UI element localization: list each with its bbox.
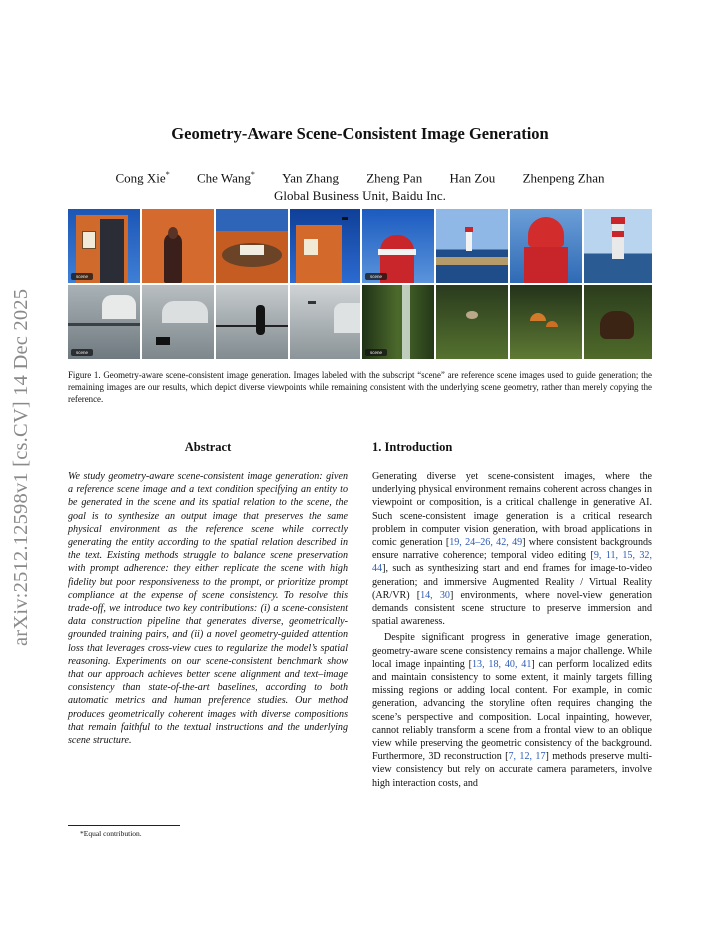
photo-lighthouse-coast [436,209,508,283]
abstract-body: We study geometry-aware scene-consistent image generation: given a reference scene image and a text condition specifying an entity to be generated in the scene and its spatial relation to the scene, the goal is to synthesize an output image that preserves the same physical environment as the reference scene while correctly generating the entity according to the spatial relation described in the text. Existing methods struggle to balance scene preservation with prompt adherence: they either replicate the scene with high fidelity but poor responsiveness to the prompt, or prioritize prompt compliance at the expense of scene consistency. To resolve this trade-off, we introduce two key contributions: (i) a scene-consistent data construction pipeline that generates diverse, geometrically-grounded training pairs, and (ii) a novel geometry-guided attention loss that leverages cross-view cues to regularize the model’s spatial reasoning. Experiments on our scene-consistent benchmark show that our approach achieves better scene alignment and text–image consistency than state-of-the-art baselines, according to both automatic metrics and human preference studies. Our method produces geometrically coherent images with diverse compositions that remain faithful to the textual instructions and the underlying scene structure. [68,471,348,747]
paper-title: Geometry-Aware Scene-Consistent Image Generation [171,124,549,143]
photo-pavilion-gull [290,285,360,359]
figure-1-image-grid [68,209,652,359]
intro-paragraph-2: Despite significant progress in generative image generation, geometry-aware scene consistency remains a major challenge. While local image inpainting [13, 18, 40, 41] can perform localized edits and maintain consistency to some extent, it mainly targets filling missing regions or adding local content. For example, in comic generation, advancing the storyline often requires changing the scene’s perspective and composition. Local inpainting, however, cannot reliably transform a scene from a frontal view to an oblique view while preserving the geometric consistency of the background. Furthermore, 3D reconstruction [7, 12, 17] methods preserve multi-view consistency but rely on accurate camera parameters, involve high interaction costs, and [372,632,653,789]
footnote: *Equal contribution. [80,829,142,838]
citation-link[interactable]: 14, 30 [420,589,450,601]
author: Cong Xie* [115,170,170,186]
photo-forest-mushrooms [510,285,582,359]
citation-link[interactable]: 19, 24–26, 42, 49 [449,537,523,549]
photo-pavilion-dog [142,285,214,359]
scene-label: scene [71,273,93,280]
author: Zhenpeng Zhan [522,170,605,186]
photo-lighthouse-scene [362,209,434,283]
affiliation: Global Business Unit, Baidu Inc. [274,188,446,203]
photo-forest-bear [584,285,652,359]
photo-person-railing [216,285,288,359]
author: Yan Zhang [282,170,339,186]
figure-caption: Figure 1. Geometry-aware scene-consistent image generation. Images labeled with the subscript “scene” are reference scene images used to guide generation; the remaining images are our results, which depict diverse viewpoints while remaining consistent with the underlying scene geometry, rather than merely copying the reference. [68,370,652,404]
introduction-body [372,470,652,790]
photo-woman-orange-wall [142,209,214,283]
scene-label: scene [365,349,387,356]
photo-forest-bird [436,285,508,359]
author: Zheng Pan [366,170,423,186]
citation-link[interactable]: 13, 18, 40, 41 [472,658,532,670]
photo-lighthouse-closeup [510,209,582,283]
intro-paragraph-1: Generating diverse yet scene-consistent images, where the underlying physical environment remains coherent across changes in viewpoint or composition, is a critical challenge in generative AI. Such scene-consistent image generation is a critical research problem in computer vision generation, with broad applications in comic generation [19, 24–26, 42, 49] where consistent backgrounds ensure narrative coherence; temporal video editing [9, 11, 15, 32, 44], such as synthesizing start and end frames for image-to-video generation; and immersive Augmented Reality / Virtual Reality (AR/VR) [14, 30] environments, where novel-view generation demands consistent scene structure to preserve immersion and spatial awareness. [372,471,652,628]
citation-link[interactable]: 9, 11, 15, 32, 44 [372,550,652,575]
author: Han Zou [449,170,496,186]
photo-sea-pavilion-scene [68,285,140,359]
author: Che Wang* [196,170,255,186]
abstract-heading: Abstract [184,440,232,454]
author-list [60,170,660,186]
photo-orange-house-scene [68,209,140,283]
citation-link[interactable]: 7, 12, 17 [508,751,546,763]
photo-waterfall-scene [362,285,434,359]
photo-lighthouse-pier [584,209,652,283]
photo-table-book [216,209,288,283]
photo-orange-house-bird [290,209,360,283]
introduction-heading: 1. Introduction [372,440,453,454]
scene-label: scene [365,273,387,280]
footnote-rule [68,825,180,826]
scene-label: scene [71,349,93,356]
